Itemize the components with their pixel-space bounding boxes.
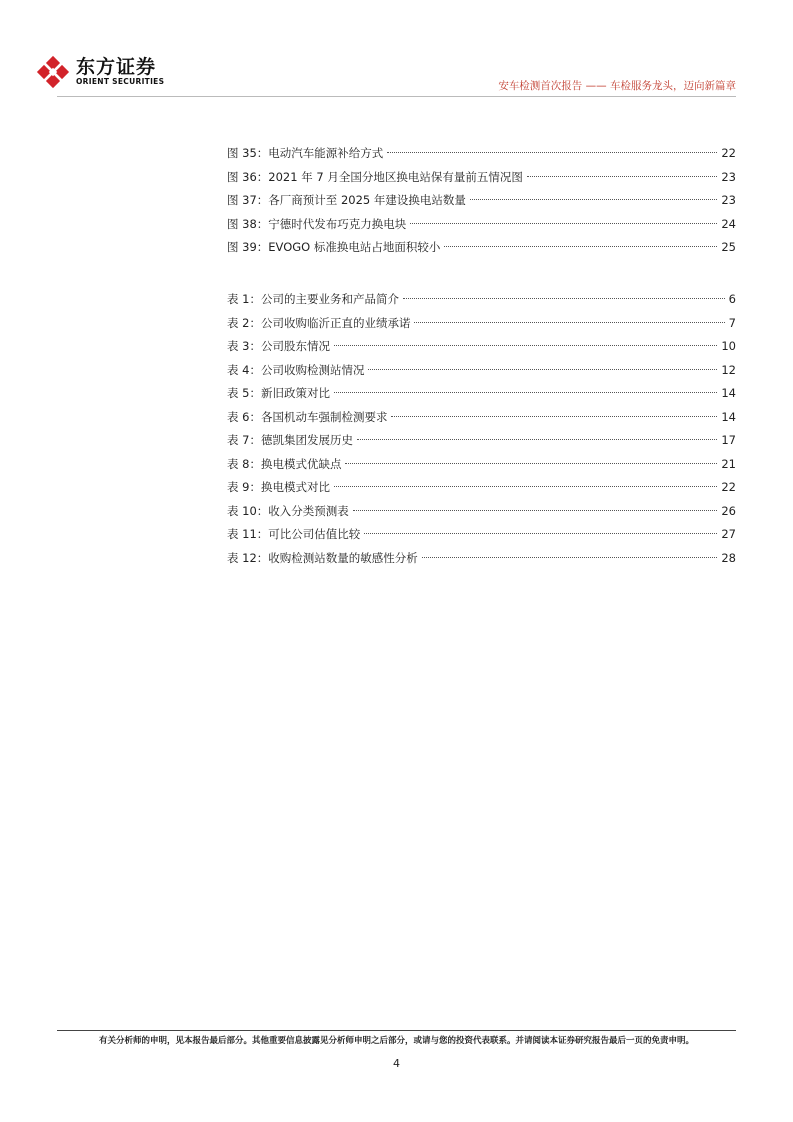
toc-leader-dots bbox=[345, 462, 717, 464]
header-divider bbox=[57, 96, 736, 97]
toc-entry-page: 6 bbox=[728, 292, 736, 306]
toc-leader-dots bbox=[387, 151, 717, 153]
toc-entry-page: 27 bbox=[721, 527, 736, 541]
toc-leader-dots bbox=[353, 509, 718, 511]
toc-leader-dots bbox=[364, 532, 717, 534]
toc-leader-dots bbox=[334, 391, 717, 393]
toc-entry[interactable] bbox=[227, 166, 736, 190]
toc-entry-label: 表 6：各国机动车强制检测要求 bbox=[227, 409, 388, 424]
toc-entry[interactable] bbox=[227, 500, 736, 524]
toc-entry[interactable] bbox=[227, 547, 736, 571]
toc-entry-page: 22 bbox=[721, 146, 736, 160]
company-logo bbox=[36, 55, 164, 89]
toc-entry[interactable] bbox=[227, 359, 736, 383]
toc-entry-page: 22 bbox=[721, 480, 736, 494]
toc-leader-dots bbox=[414, 321, 724, 323]
toc-leader-dots bbox=[470, 198, 717, 200]
toc-entry-page: 17 bbox=[721, 433, 736, 447]
toc-entry-page: 28 bbox=[721, 550, 736, 565]
toc-entry-label: 表 4：公司收购检测站情况 bbox=[227, 362, 365, 377]
toc-entry-label: 图 35：电动汽车能源补给方式 bbox=[227, 146, 384, 160]
toc-leader-dots bbox=[527, 175, 718, 177]
footer-disclaimer: 有关分析师的申明，见本报告最后部分。其他重要信息披露见分析师申明之后部分，或请与您的投资代表联系。并请阅读本证券研究报告最后一页的免责申明。 bbox=[98, 1036, 694, 1046]
toc-entry-label: 表 5：新旧政策对比 bbox=[227, 386, 330, 400]
toc-leader-dots bbox=[357, 438, 717, 440]
toc-entry-page: 12 bbox=[721, 362, 736, 377]
logo-english-name: ORIENT SECURITIES bbox=[76, 77, 165, 86]
toc-leader-dots bbox=[410, 222, 717, 224]
logo-chinese-name: 东方证券 bbox=[76, 56, 157, 78]
toc-entry-page: 14 bbox=[721, 386, 736, 400]
toc-leader-dots bbox=[444, 245, 717, 247]
toc-entry-label: 图 38：宁德时代发布巧克力换电块 bbox=[227, 216, 407, 231]
toc-entry[interactable] bbox=[227, 213, 736, 237]
footer-divider bbox=[57, 1030, 736, 1031]
toc-entry-label: 表 12：收购检测站数量的敏感性分析 bbox=[227, 550, 418, 565]
table-list bbox=[227, 288, 736, 570]
toc-entry-label: 图 37：各厂商预计至 2025 年建设换电站数量 bbox=[227, 193, 466, 207]
figure-list bbox=[227, 142, 736, 260]
toc-entry-page: 14 bbox=[721, 409, 736, 424]
toc-entry[interactable] bbox=[227, 288, 736, 312]
toc-entry-label: 表 11：可比公司估值比较 bbox=[227, 527, 361, 541]
report-title: 安车检测首次报告 —— 车检服务龙头，迈向新篇章 bbox=[498, 80, 736, 92]
toc-entry[interactable] bbox=[227, 523, 736, 547]
toc-entry-page: 23 bbox=[721, 169, 736, 184]
toc-entry-page: 24 bbox=[721, 216, 736, 231]
toc-entry[interactable] bbox=[227, 312, 736, 336]
toc-leader-dots bbox=[422, 556, 718, 558]
toc-entry-page: 7 bbox=[728, 315, 736, 330]
toc-entry[interactable] bbox=[227, 476, 736, 500]
toc-entry[interactable] bbox=[227, 453, 736, 477]
toc-leader-dots bbox=[403, 297, 725, 299]
toc-leader-dots bbox=[334, 485, 717, 487]
toc-entry[interactable] bbox=[227, 429, 736, 453]
page-number: 4 bbox=[393, 1057, 400, 1070]
toc-entry-page: 25 bbox=[721, 240, 736, 254]
toc-entry[interactable] bbox=[227, 142, 736, 166]
toc-entry-label: 表 2：公司收购临沂正直的业绩承诺 bbox=[227, 315, 411, 330]
orient-logo-icon bbox=[36, 55, 70, 89]
toc-entry-label: 表 1：公司的主要业务和产品简介 bbox=[227, 292, 399, 306]
toc-entry[interactable] bbox=[227, 236, 736, 260]
toc-entry-label: 表 8：换电模式优缺点 bbox=[227, 456, 342, 471]
toc-entry-label: 表 9：换电模式对比 bbox=[227, 480, 330, 494]
toc-leader-dots bbox=[334, 344, 717, 346]
page-header bbox=[0, 0, 793, 100]
toc-leader-dots bbox=[391, 415, 717, 417]
toc-leader-dots bbox=[368, 368, 717, 370]
toc-entry[interactable] bbox=[227, 335, 736, 359]
toc-entry[interactable] bbox=[227, 189, 736, 213]
toc-entry-page: 21 bbox=[721, 456, 736, 471]
toc-entry-page: 10 bbox=[721, 339, 736, 353]
toc-entry-label: 表 7：德凯集团发展历史 bbox=[227, 433, 353, 447]
toc-entry-label: 表 3：公司股东情况 bbox=[227, 339, 330, 353]
toc-entry[interactable] bbox=[227, 382, 736, 406]
toc-entry-page: 26 bbox=[721, 503, 736, 518]
toc-entry-label: 图 39：EVOGO 标准换电站占地面积较小 bbox=[227, 240, 441, 254]
toc-entry-label: 图 36：2021 年 7 月全国分地区换电站保有量前五情况图 bbox=[227, 169, 523, 184]
toc-entry[interactable] bbox=[227, 406, 736, 430]
toc-entry-label: 表 10：收入分类预测表 bbox=[227, 503, 349, 518]
toc-entry-page: 23 bbox=[721, 193, 736, 207]
